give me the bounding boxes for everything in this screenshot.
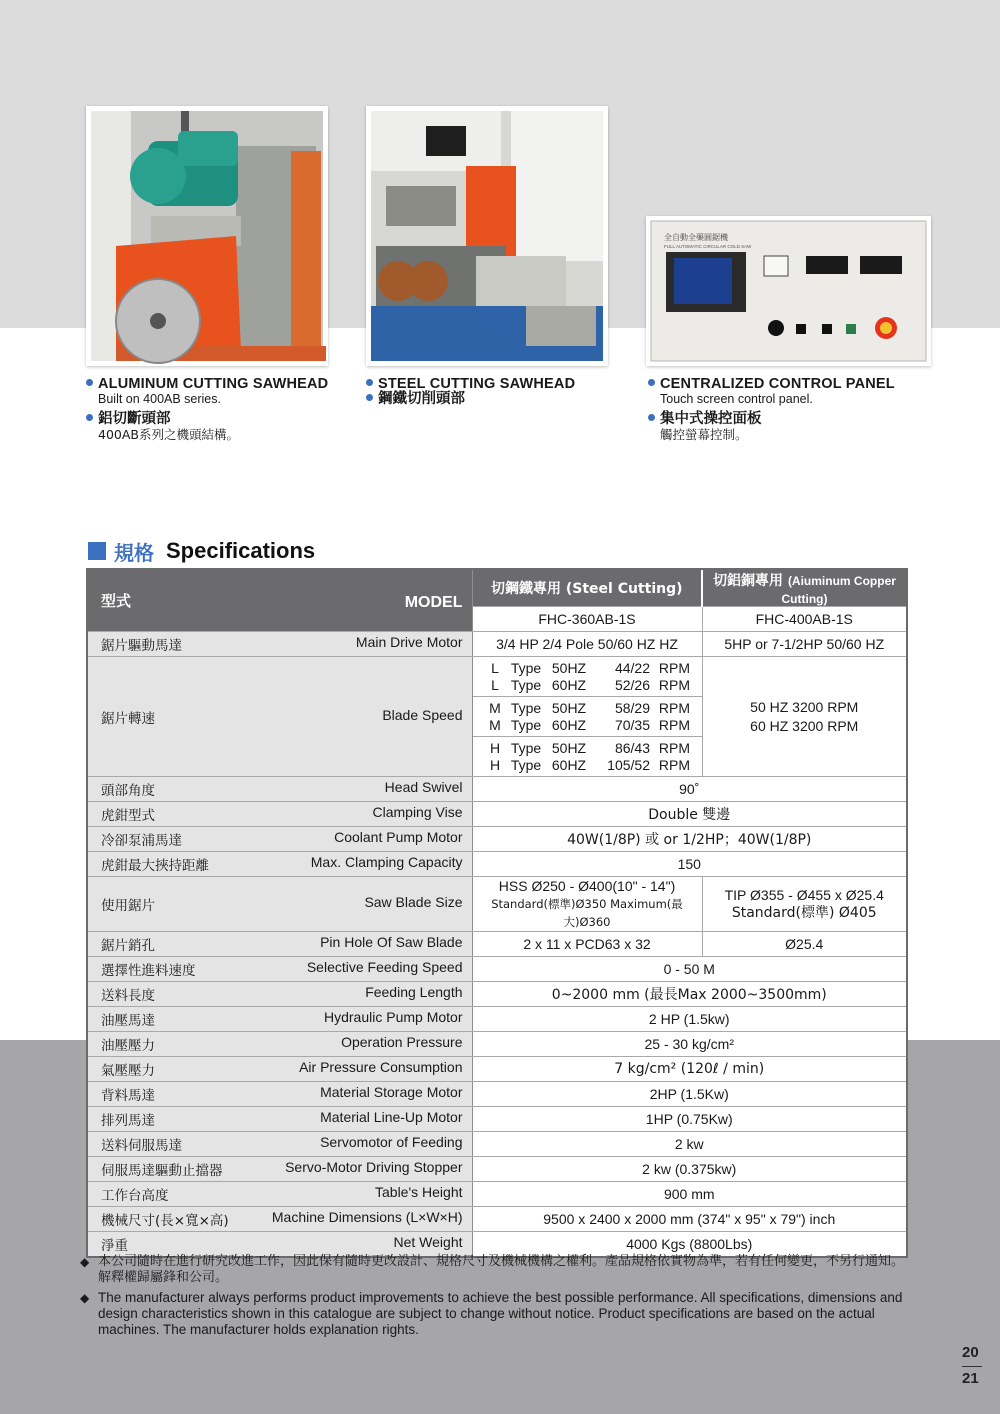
- blade-speed-cell: H: [489, 757, 501, 773]
- table-row: 排列馬達 Material Line-Up Motor 1HP (0.75Kw): [88, 1107, 906, 1132]
- blade-speed-group: [473, 737, 702, 776]
- table-header-row: [88, 570, 906, 607]
- steel-sawhead-illustration: [366, 106, 608, 366]
- blade-speed-cell: Type: [510, 700, 542, 716]
- diamond-bullet-icon: ◆: [80, 1291, 90, 1305]
- page-number-divider: [962, 1366, 982, 1367]
- page-number-left: 20: [962, 1344, 979, 1361]
- aluminum-cutting-header: 切鋁銅專用 (Aiuminum Copper Cutting): [702, 570, 906, 607]
- caption-control-panel: [648, 377, 895, 442]
- table-row: 背料馬達 Material Storage Motor 2HP (1.5Kw): [88, 1082, 906, 1107]
- diamond-bullet-icon: ◆: [80, 1255, 90, 1269]
- specifications-table: [86, 568, 908, 1258]
- blade-speed-cell: M: [489, 700, 501, 716]
- note-zh: ◆ 本公司隨時在進行研究改進工作，因此保有隨時更改設計、規格尺寸及機械機構之權利。產品規格依實物為準，若有任何變更，不另行通知。解釋權歸屬鋒和公司。: [80, 1254, 905, 1285]
- control-panel-photo: [646, 216, 931, 366]
- blade-speed-cell: Type: [510, 677, 542, 693]
- caption-steel-sawhead: [366, 377, 575, 407]
- caption-aluminum-sawhead: [86, 377, 328, 442]
- model-label-zh: 型式: [101, 591, 132, 610]
- blade-speed-cell: Type: [510, 717, 542, 733]
- model-label-en: MODEL: [404, 593, 463, 611]
- table-row: 冷卻泵浦馬達 Coolant Pump Motor 40W(1/8P) 或 or 1/2HP；40W(1/8P): [88, 827, 906, 852]
- blade-speed-cell: 86/43: [614, 740, 650, 756]
- blade-speed-cell: L: [491, 660, 499, 676]
- note-en: ◆ The manufacturer always performs product improvements to achieve the best possible performance. All specifications, dimensions and design characteristics shown in this catalogue are subject to change without notice. Product specifications are based on the actual machines. The manufacturer holds explanation rights.: [80, 1290, 903, 1337]
- table-row: 選擇性進料速度 Selective Feeding Speed 0 - 50 M: [88, 957, 906, 982]
- blade-speed-cell: 44/22: [614, 660, 650, 676]
- blade-speed-line: [473, 757, 702, 774]
- blade-speed-line: [473, 677, 702, 694]
- blade-speed-cell: L: [491, 677, 499, 693]
- main-drive-motor-aluminum: 5HP or 7-1/2HP 50/60 HZ: [702, 632, 906, 657]
- blade-speed-cell: RPM: [658, 757, 690, 773]
- disclaimer-notes: [80, 1254, 910, 1342]
- heading-zh: 規格: [114, 540, 154, 565]
- blade-speed-cell: M: [489, 717, 501, 733]
- specifications-heading: [88, 536, 315, 566]
- table-row: 油壓壓力 Operation Pressure 25 - 30 kg/cm²: [88, 1032, 906, 1057]
- blade-speed-cell: RPM: [658, 677, 690, 693]
- model-header-cell: [88, 570, 472, 632]
- caption-panel-title-zh: 集中式操控面板: [648, 412, 895, 427]
- saw-blade-aluminum: TIP Ø355 - Ø455 x Ø25.4 Standard(標準) Ø405: [702, 877, 906, 932]
- table-row: 工作台高度 Table's Height 900 mm: [88, 1182, 906, 1207]
- aluminum-sawhead-photo: [86, 106, 328, 366]
- blade-speed-cell: H: [489, 740, 501, 756]
- steel-cutting-header: 切鋼鐵專用 (Steel Cutting): [472, 570, 702, 607]
- blade-speed-cell: Type: [510, 757, 542, 773]
- blade-speed-line: [473, 740, 702, 757]
- caption-aluminum-title-en: ALUMINUM CUTTING SAWHEAD: [86, 377, 328, 392]
- table-row: 鋸片銷孔 Pin Hole Of Saw Blade 2 x 11 x PCD63 x 32 Ø25.4: [88, 932, 906, 957]
- blade-speed-group: [473, 657, 702, 697]
- table-row: 油壓馬達 Hydraulic Pump Motor 2 HP (1.5kw): [88, 1007, 906, 1032]
- blade-speed-line: [473, 700, 702, 717]
- caption-aluminum-sub-zh: 400AB系列之機頭結構。: [98, 427, 239, 442]
- blade-speed-cell: RPM: [658, 660, 690, 676]
- blade-speed-line: [473, 660, 702, 677]
- saw-blade-row: 使用鋸片 Saw Blade Size HSS Ø250 - Ø400(10" - 14") Standard(標準)Ø350 Maximum(最大)Ø360 TIP Ø355 - Ø455 x Ø25.4 Standard(標準) Ø405: [88, 877, 906, 932]
- caption-panel-sub-zh: 觸控螢幕控制。: [660, 427, 748, 442]
- heading-square-marker: [88, 542, 106, 560]
- table-row: 氣壓壓力 Air Pressure Consumption 7 kg/cm² (120ℓ / min): [88, 1057, 906, 1082]
- model-fhc360: FHC-360AB-1S: [472, 607, 702, 632]
- caption-aluminum-sub-en: Built on 400AB series.: [98, 392, 221, 406]
- blade-speed-row: 鋸片轉速 Blade Speed L Type 50HZ 44/22 RPM L Type 60HZ 52/26 RPM M Type 50HZ 58/29 RPM M Type 60HZ 70/35 RPM H Type 50HZ 86/43 RPM H Type 60HZ 105/52 RPM 50 HZ 3200 RPM 60 HZ 3200 RPM: [88, 657, 906, 777]
- blade-speed-steel: [472, 657, 702, 777]
- table-row: 虎鉗型式 Clamping Vise Double 雙邊: [88, 802, 906, 827]
- table-row: 頭部角度 Head Swivel 90˚: [88, 777, 906, 802]
- model-fhc400: FHC-400AB-1S: [702, 607, 906, 632]
- blade-speed-cell: 60HZ: [551, 757, 587, 773]
- blade-speed-cell: 50HZ: [551, 700, 587, 716]
- main-drive-motor-steel: 3/4 HP 2/4 Pole 50/60 HZ HZ: [472, 632, 702, 657]
- table-row: 鋸片驅動馬達 Main Drive Motor 3/4 HP 2/4 Pole 50/60 HZ HZ 5HP or 7-1/2HP 50/60 HZ: [88, 632, 906, 657]
- table-row: 淨重 Net Weight 4000 Kgs (8800Lbs): [88, 1232, 906, 1257]
- table-row: 機械尺寸(長×寬×高) Machine Dimensions (L×W×H) 9500 x 2400 x 2000 mm (374" x 95" x 79") inch: [88, 1207, 906, 1232]
- control-panel-illustration: [646, 216, 931, 366]
- blade-speed-cell: 60HZ: [551, 717, 587, 733]
- blade-speed-cell: 60HZ: [551, 677, 587, 693]
- caption-steel-title-zh: 鋼鐵切削頭部: [366, 392, 575, 407]
- table-row: 伺服馬達驅動止擋器 Servo-Motor Driving Stopper 2 kw (0.375kw): [88, 1157, 906, 1182]
- blade-speed-cell: 50HZ: [551, 740, 587, 756]
- blade-speed-aluminum: 50 HZ 3200 RPM 60 HZ 3200 RPM: [702, 657, 906, 777]
- caption-steel-title-en: STEEL CUTTING SAWHEAD: [366, 377, 575, 392]
- caption-aluminum-title-zh: 鋁切斷頭部: [86, 412, 328, 427]
- caption-panel-title-en: CENTRALIZED CONTROL PANEL: [648, 377, 895, 392]
- blade-speed-cell: 105/52: [607, 757, 650, 773]
- aluminum-sawhead-illustration: [86, 106, 328, 366]
- panel-title-en: FULL AUTOMATIC CIRCULAR COLD SAW: [664, 244, 752, 249]
- table-row: 送料長度 Feeding Length 0~2000 mm (最長Max 2000~3500mm): [88, 982, 906, 1007]
- blade-speed-cell: RPM: [658, 717, 690, 733]
- blade-speed-cell: Type: [510, 740, 542, 756]
- blade-speed-line: [473, 717, 702, 734]
- panel-title-zh: 全自動全藥圓鋸機: [664, 233, 728, 242]
- page-number-right: 21: [962, 1370, 979, 1387]
- blade-speed-cell: 52/26: [614, 677, 650, 693]
- blade-speed-cell: 58/29: [614, 700, 650, 716]
- blade-speed-cell: Type: [510, 660, 542, 676]
- caption-panel-sub-en: Touch screen control panel.: [660, 392, 813, 406]
- blade-speed-cell: RPM: [658, 700, 690, 716]
- blade-speed-group: [473, 697, 702, 737]
- blade-speed-cell: 50HZ: [551, 660, 587, 676]
- blade-speed-cell: RPM: [658, 740, 690, 756]
- saw-blade-steel: HSS Ø250 - Ø400(10" - 14") Standard(標準)Ø350 Maximum(最大)Ø360: [472, 877, 702, 932]
- heading-en: Specifications: [166, 538, 316, 563]
- table-row: 送料伺服馬達 Servomotor of Feeding 2 kw: [88, 1132, 906, 1157]
- blade-speed-cell: 70/35: [614, 717, 650, 733]
- table-row: 虎鉗最大挾持距離 Max. Clamping Capacity 150: [88, 852, 906, 877]
- steel-sawhead-photo: [366, 106, 608, 366]
